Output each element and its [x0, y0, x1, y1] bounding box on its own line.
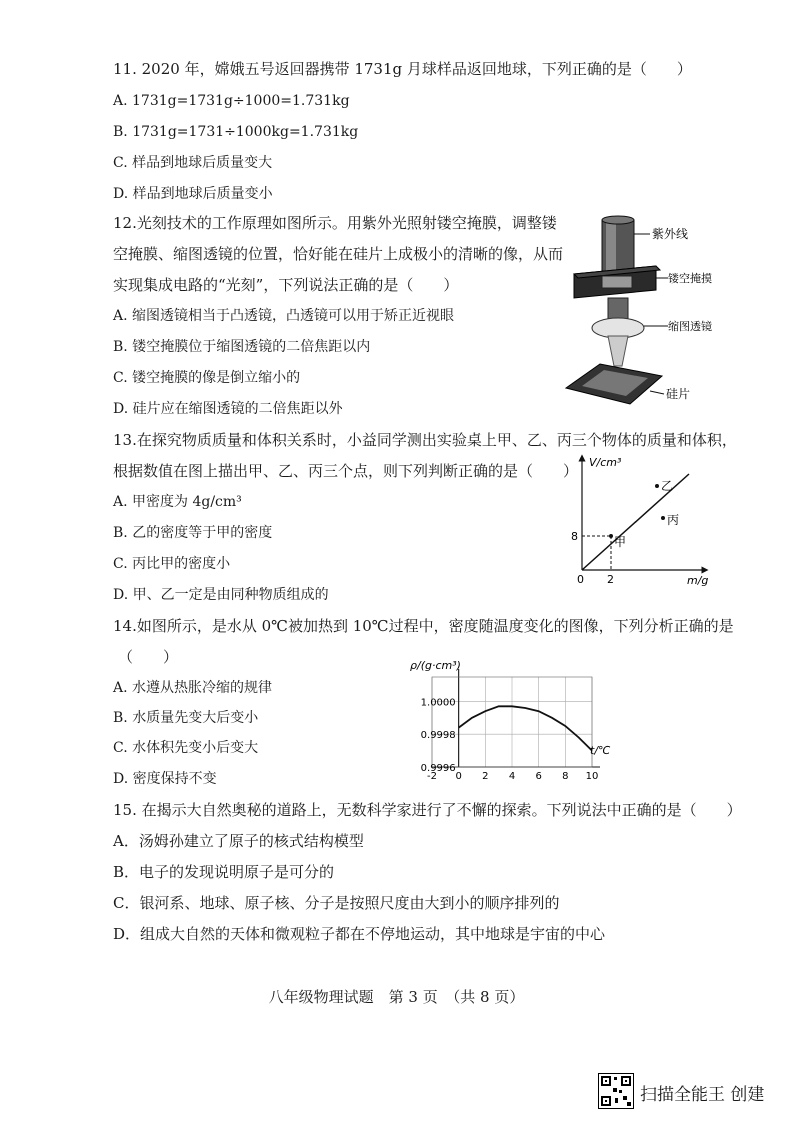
y-tick-8: 8: [571, 530, 578, 543]
x-tick-label: 4: [508, 771, 516, 782]
q11-option-c: C. 样品到地球后质量变大: [113, 155, 273, 171]
q13-option-a: A. 甲密度为 4g/cm³: [113, 494, 242, 510]
label-yi: 乙: [661, 479, 674, 493]
q15-option-b: B．电子的发现说明原子是可分的: [113, 863, 335, 881]
x-tick-2: 2: [607, 573, 614, 586]
x-tick-label: 0: [455, 771, 462, 782]
q12-stem-line2: 空掩膜、缩图透镜的位置，恰好能在硅片上成极小的清晰的像，从而: [113, 245, 564, 263]
y-tick-label: 0.9998: [420, 730, 456, 742]
point-bing: [661, 516, 665, 520]
q12-stem-line1: 12.光刻技术的工作原理如图所示。用紫外光照射镂空掩膜，调整镂: [113, 214, 557, 232]
y-tick-label: 1.0000: [420, 697, 456, 709]
q11-option-b: B. 1731g=1731÷1000kg=1.731kg: [113, 124, 359, 140]
q12-stem-line3: 实现集成电路的“光刻”，下列说法正确的是（ ）: [113, 276, 459, 294]
scanner-watermark: 扫描全能王 创建: [640, 1085, 765, 1105]
origin-label: 0: [577, 573, 584, 586]
x-axis-label: m/g: [687, 574, 709, 587]
q13-stem-line1: 13.在探究物质质量和体积关系时，小益同学测出实验桌上甲、乙、丙三个物体的质量和体积，: [113, 431, 737, 449]
x-tick-label: 6: [535, 771, 542, 782]
density-curve: [459, 706, 592, 750]
q15-option-d: D．组成大自然的天体和微观粒子都在不停地运动，其中地球是宇宙的中心: [113, 925, 606, 943]
y-tick-label: 0.9996: [420, 763, 456, 774]
q13-stem-line2: 根据数值在图上描出甲、乙、丙三个点，则下列判断正确的是（ ）: [113, 462, 579, 480]
q14-option-d: D. 密度保持不变: [113, 771, 217, 787]
chart-x-label: t/℃: [590, 744, 611, 757]
density-temperature-chart: [392, 655, 617, 782]
q13-option-b: B. 乙的密度等于甲的密度: [113, 525, 273, 541]
q14-option-a: A. 水遵从热胀冷缩的规律: [113, 680, 273, 696]
x-tick-label: 10: [585, 771, 599, 782]
label-jia: 甲: [614, 535, 627, 549]
q15-option-a: A．汤姆孙建立了原子的核式结构模型: [113, 832, 364, 850]
q14-option-b: B. 水质量先变大后变小: [113, 710, 259, 726]
mass-volume-graph: [565, 452, 715, 587]
point-jia: [609, 534, 613, 538]
label-mask: 镂空掩摸: [668, 272, 712, 285]
page-footer: 八年级物理试题 第 3 页 （共 8 页）: [268, 988, 525, 1006]
chart-y-label: ρ/(g·cm³): [410, 659, 461, 672]
y-axis-label: V/cm³: [589, 456, 622, 469]
q13-option-d: D. 甲、乙一定是由同种物质组成的: [113, 587, 329, 603]
point-yi: [655, 484, 659, 488]
q11-option-a: A. 1731g=1731g÷1000=1.731kg: [113, 93, 350, 109]
x-tick-label: 8: [562, 771, 569, 782]
q12-option-d: D. 硅片应在缩图透镜的二倍焦距以外: [113, 401, 343, 417]
qr-code-icon: [598, 1073, 634, 1109]
q12-option-c: C. 镂空掩膜的像是倒立缩小的: [113, 370, 301, 386]
label-uv: 紫外线: [652, 227, 689, 241]
q14-stem-line2: （ ）: [118, 648, 179, 666]
q12-option-a: A. 缩图透镜相当于凸透镜，凸透镜可以用于矫正近视眼: [113, 308, 455, 324]
lithography-diagram: [560, 216, 720, 411]
q13-option-c: C. 丙比甲的密度小: [113, 556, 231, 572]
q14-option-c: C. 水体积先变小后变大: [113, 740, 259, 756]
label-bing: 丙: [667, 513, 680, 527]
x-tick-label: 2: [482, 771, 489, 782]
label-lens: 缩图透镜: [668, 320, 712, 333]
reduction-lens: [592, 318, 644, 338]
q11-stem: 11. 2020 年，嫦娥五号返回器携带 1731g 月球样品返回地球，下列正确的是（ ）: [113, 60, 692, 78]
q15-stem: 15. 在揭示大自然奥秘的道路上，无数科学家进行了不懈的探索。下列说法中正确的是（ ）: [113, 801, 742, 819]
q11-option-d: D. 样品到地球后质量变小: [113, 186, 273, 202]
q14-stem-line1: 14.如图所示，是水从 0℃被加热到 10℃过程中，密度随温度变化的图像，下列分析正确的是: [113, 617, 734, 635]
x-tick-label: -2: [427, 771, 437, 782]
q12-option-b: B. 镂空掩膜位于缩图透镜的二倍焦距以内: [113, 339, 371, 355]
q15-option-c: C．银河系、地球、原子核、分子是按照尺度由大到小的顺序排列的: [113, 894, 560, 912]
label-wafer: 硅片: [666, 387, 691, 401]
